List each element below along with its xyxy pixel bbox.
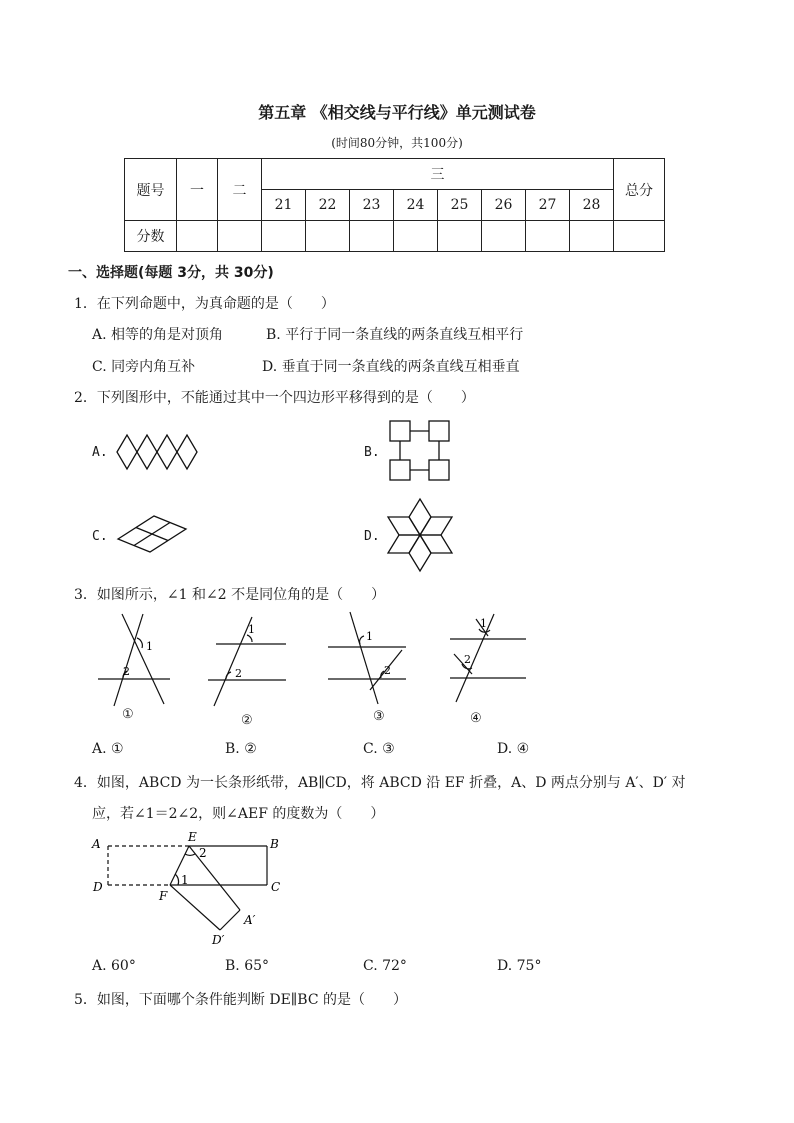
q3-figure-1-label: ①	[122, 707, 134, 722]
rhombus-shape	[177, 435, 197, 469]
q3-figure-2-label: ②	[241, 713, 253, 728]
square-shape	[390, 421, 410, 441]
score-cell[interactable]	[218, 221, 262, 252]
score-cell[interactable]	[350, 221, 394, 252]
angle-2-label: 2	[123, 665, 130, 678]
section-heading-choice: 一、选择题(每题 3分，共 30分)	[68, 265, 274, 281]
score-cell[interactable]	[306, 221, 350, 252]
q2-figure-d	[386, 498, 456, 572]
table-header-part-one: 一	[177, 159, 218, 221]
q3-figure-4-label: ④	[470, 711, 482, 726]
point-f-label: F	[159, 889, 168, 903]
angle-arc	[247, 635, 252, 642]
q4-option-a[interactable]: A. 60°	[92, 958, 136, 974]
q3-figure-4	[448, 612, 532, 708]
question-4-stem-line1: 4．如图，ABCD 为一长条形纸带，AB∥CD，将 ABCD 沿 EF 折叠，A、D 两点分别与 A′、D′ 对	[74, 775, 686, 791]
rhombus-shape	[117, 435, 137, 469]
question-5-stem: 5．如图，下面哪个条件能判断 DE∥BC 的是（ ）	[74, 992, 407, 1008]
rhombus-petal	[420, 517, 452, 535]
q3-option-a[interactable]: A. ①	[92, 741, 124, 757]
rhombus-petal	[388, 535, 420, 553]
q2-option-c-label[interactable]: C.	[92, 529, 108, 544]
angle-1-label: 1	[181, 873, 189, 887]
point-e-label: E	[188, 830, 197, 844]
square-shape	[429, 421, 449, 441]
table-sub-number: 21	[262, 190, 306, 221]
point-d-label: D	[93, 880, 103, 894]
q3-figure-1	[96, 612, 176, 712]
q2-option-a-label[interactable]: A.	[92, 445, 108, 460]
table-header-part-two: 二	[218, 159, 262, 221]
table-sub-number: 24	[394, 190, 438, 221]
segment-fd2	[170, 885, 220, 930]
q3-option-c[interactable]: C. ③	[363, 741, 395, 757]
score-cell[interactable]	[570, 221, 614, 252]
square-shape	[390, 460, 410, 480]
score-cell[interactable]	[394, 221, 438, 252]
angle-2-label: 2	[464, 653, 471, 666]
angle-arc	[175, 874, 179, 885]
q2-option-b-label[interactable]: B.	[364, 445, 380, 460]
rhombus-petal	[388, 517, 420, 535]
table-sub-number: 22	[306, 190, 350, 221]
point-c-label: C	[271, 880, 281, 894]
rhombus-petal	[409, 499, 431, 535]
q2-figure-b	[388, 419, 454, 485]
angle-arc	[226, 672, 231, 679]
q4-option-d[interactable]: D. 75°	[497, 958, 542, 974]
q1-option-a[interactable]: A. 相等的角是对顶角	[92, 327, 224, 343]
question-3-stem: 3．如图所示，∠1 和∠2 不是同位角的是（ ）	[74, 587, 386, 603]
q3-option-b[interactable]: B. ②	[225, 741, 257, 757]
score-table	[124, 158, 665, 252]
q2-figure-c	[116, 514, 188, 554]
point-a-prime-label: A′	[244, 913, 256, 927]
angle-2-label: 2	[199, 846, 207, 860]
transversal-line	[214, 617, 252, 706]
angle-2-label: 2	[235, 667, 242, 680]
table-sub-number: 25	[438, 190, 482, 221]
square-shape	[429, 460, 449, 480]
rhombus-petal	[409, 535, 431, 571]
score-cell[interactable]	[262, 221, 306, 252]
q4-option-b[interactable]: B. 65°	[225, 958, 270, 974]
q3-option-d[interactable]: D. ④	[497, 741, 530, 757]
score-cell[interactable]	[482, 221, 526, 252]
q1-option-b[interactable]: B. 平行于同一条直线的两条直线互相平行	[266, 327, 524, 343]
q1-option-d[interactable]: D. 垂直于同一条直线的两条直线互相垂直	[262, 359, 520, 375]
transversal-line	[350, 612, 378, 704]
question-2-stem: 2．下列图形中，不能通过其中一个四边形平移得到的是（ ）	[74, 390, 475, 406]
table-sub-number: 26	[482, 190, 526, 221]
table-header-total: 总分	[614, 159, 665, 221]
q1-option-c[interactable]: C. 同旁内角互补	[92, 359, 196, 375]
angle-1-label: 1	[480, 617, 487, 630]
point-b-label: B	[270, 837, 279, 851]
point-d-prime-label: D′	[212, 933, 225, 947]
page-title: 第五章 《相交线与平行线》单元测试卷	[258, 103, 536, 122]
score-cell[interactable]	[438, 221, 482, 252]
score-cell[interactable]	[614, 221, 665, 252]
score-cell[interactable]	[526, 221, 570, 252]
segment-ea2	[189, 846, 240, 910]
question-4-stem-line2: 应，若∠1＝2∠2，则∠AEF 的度数为（ ）	[92, 806, 385, 822]
angle-1-label: 1	[248, 623, 255, 636]
score-cell[interactable]	[177, 221, 218, 252]
table-header-part-three: 三	[262, 159, 614, 190]
question-1-stem: 1．在下列命题中，为真命题的是（ ）	[74, 296, 335, 312]
q3-figure-3-label: ③	[373, 709, 385, 724]
q4-option-c[interactable]: C. 72°	[363, 958, 407, 974]
table-score-label: 分数	[125, 221, 177, 252]
q3-figure-2	[206, 612, 290, 712]
q2-figure-a	[116, 432, 202, 472]
angle-1-label: 1	[146, 640, 153, 653]
q2-option-d-label[interactable]: D.	[364, 529, 380, 544]
q3-figure-3	[326, 610, 410, 710]
segment-a2d2	[220, 910, 240, 930]
transversal-line	[456, 614, 494, 702]
page-subtitle: (时间80分钟，共100分)	[331, 136, 463, 150]
q4-figure	[90, 830, 290, 950]
angle-arc	[185, 854, 195, 855]
rhombus-shape	[137, 435, 157, 469]
table-sub-number: 28	[570, 190, 614, 221]
table-sub-number: 27	[526, 190, 570, 221]
angle-arc	[360, 636, 364, 644]
point-a-label: A	[92, 837, 101, 851]
table-sub-number: 23	[350, 190, 394, 221]
rhombus-shape	[157, 435, 177, 469]
table-header-question-number: 题号	[125, 159, 177, 221]
angle-1-label: 1	[366, 630, 373, 643]
angle-2-label: 2	[384, 664, 391, 677]
